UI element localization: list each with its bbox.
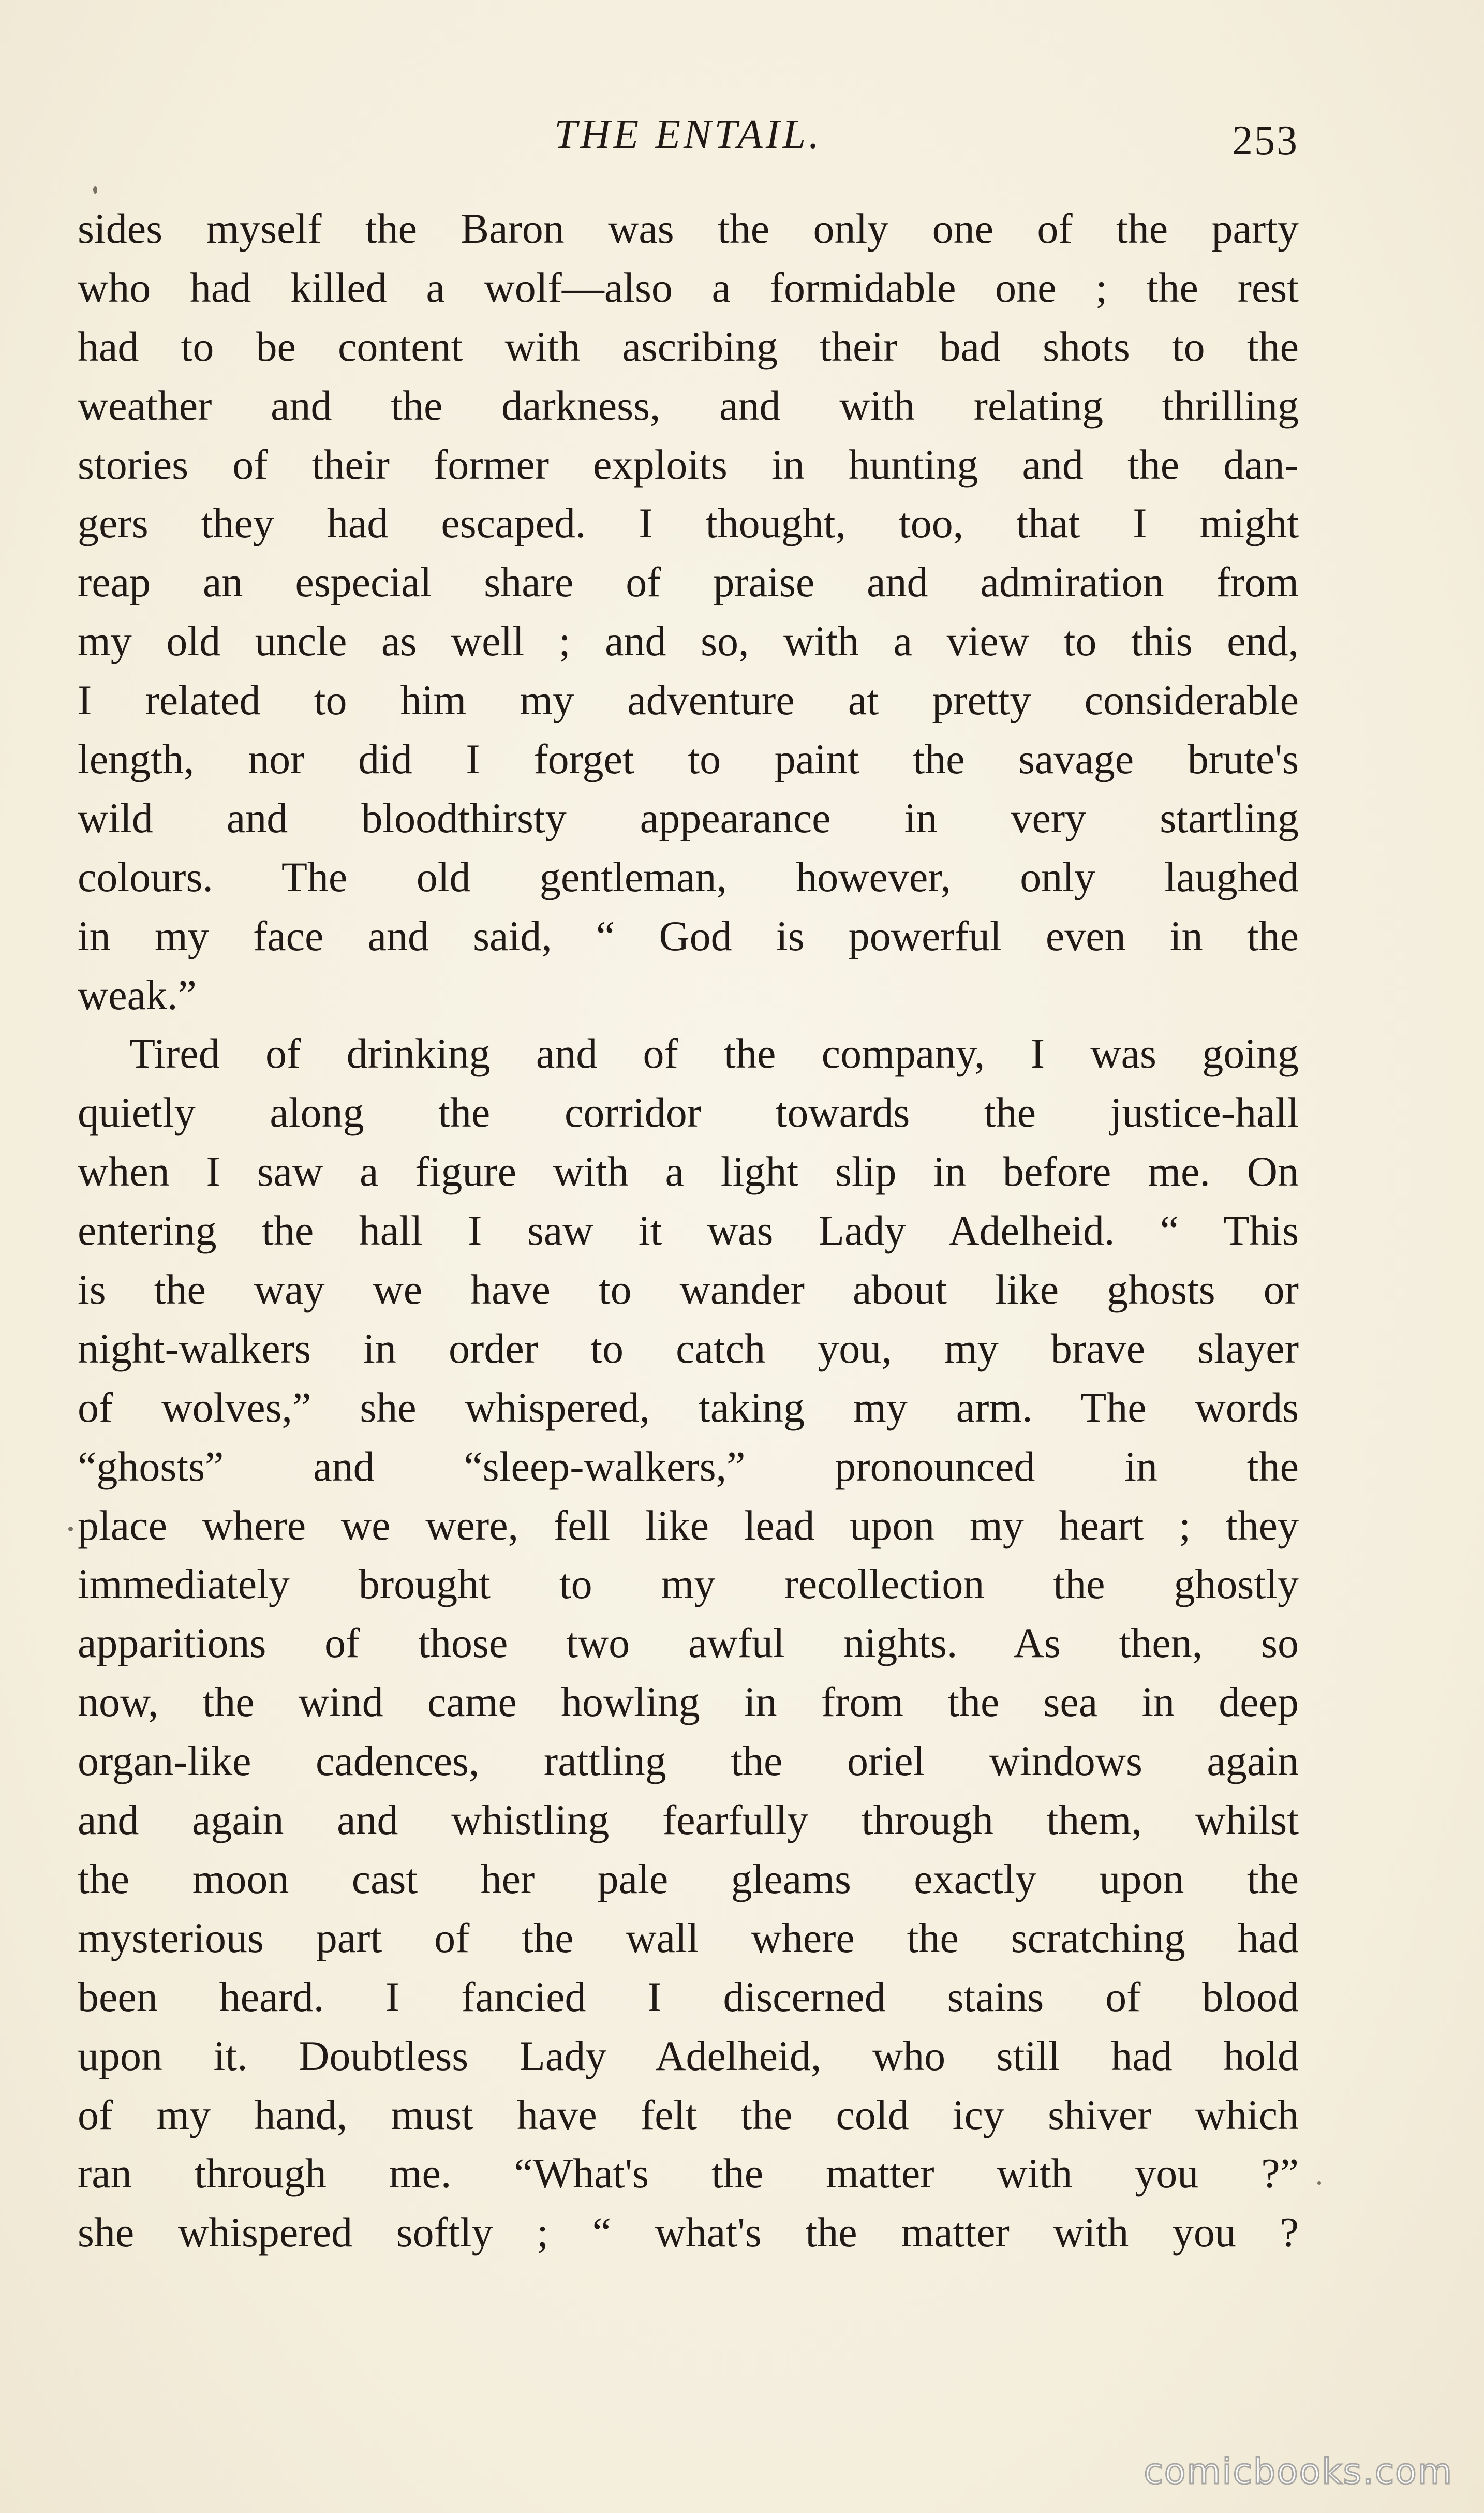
text-line: is the way we have to wander about like ghosts or xyxy=(78,1266,1299,1313)
text-line: wild and bloodthirsty appearance in very startling xyxy=(78,794,1299,841)
text-line: who had killed a wolf—also a formidable one ; the rest xyxy=(78,263,1299,311)
text-line: she whispered softly ; “ what's the matter with you ? xyxy=(78,2209,1299,2256)
text-line: quietly along the corridor towards the justice-hall xyxy=(78,1089,1299,1136)
text-line: I related to him my adventure at pretty considerable xyxy=(78,676,1299,724)
text-line: apparitions of those two awful nights. As then, so xyxy=(78,1619,1299,1667)
text-line: length, nor did I forget to paint the savage brute's xyxy=(78,735,1299,783)
ink-speck xyxy=(1317,2181,1321,2185)
text-line: the moon cast her pale gleams exactly upon the xyxy=(78,1855,1299,1902)
text-line: organ-like cadences, rattling the oriel windows again xyxy=(78,1737,1299,1785)
text-line: immediately brought to my recollection the ghostly xyxy=(78,1560,1299,1608)
text-line: sides myself the Baron was the only one of the party xyxy=(78,205,1299,252)
paragraph-end-line: weak.” xyxy=(78,971,197,1018)
text-line: upon it. Doubtless Lady Adelheid, who still had hold xyxy=(78,2032,1299,2079)
text-line: had to be content with ascribing their bad shots to the xyxy=(78,322,1299,370)
text-line: “ghosts” and “sleep-walkers,” pronounced in the xyxy=(78,1442,1299,1490)
text-line: of wolves,” she whispered, taking my arm. The words xyxy=(78,1383,1299,1431)
text-line: gers they had escaped. I thought, too, that I might xyxy=(78,499,1299,547)
text-line: place where we were, fell like lead upon my heart ; they xyxy=(78,1501,1299,1549)
running-header xyxy=(78,106,1299,163)
ink-speck xyxy=(68,1527,73,1531)
running-title: THE ENTAIL. xyxy=(554,112,822,157)
text-line: mysterious part of the wall where the scratching had xyxy=(78,1914,1299,1961)
text-line: ran through me. “What's the matter with you ?” xyxy=(78,2150,1299,2197)
text-line: been heard. I fancied I discerned stains of blood xyxy=(78,1973,1299,2020)
text-line: entering the hall I saw it was Lady Adelheid. “ This xyxy=(78,1207,1299,1254)
page-number: 253 xyxy=(1232,118,1299,164)
text-line: and again and whistling fearfully through them, whilst xyxy=(78,1796,1299,1844)
text-line: stories of their former exploits in hunting and the dan- xyxy=(78,440,1299,488)
text-line: reap an especial share of praise and admiration from xyxy=(78,558,1299,606)
body-text xyxy=(78,199,1299,2262)
ink-speck xyxy=(93,186,97,194)
text-line: night-walkers in order to catch you, my brave slayer xyxy=(78,1324,1299,1372)
paragraph-first-line: Tired of drinking and of the company, I was going xyxy=(129,1030,1299,1077)
text-line: when I saw a figure with a light slip in before me. On xyxy=(78,1148,1299,1195)
text-line: colours. The old gentleman, however, only laughed xyxy=(78,853,1299,900)
watermark-logo: comicbooks.com xyxy=(1144,2451,1453,2492)
text-line: now, the wind came howling in from the sea in deep xyxy=(78,1678,1299,1726)
text-line: of my hand, must have felt the cold icy shiver which xyxy=(78,2091,1299,2138)
text-line: my old uncle as well ; and so, with a view to this end, xyxy=(78,617,1299,665)
text-line: weather and the darkness, and with relating thrilling xyxy=(78,381,1299,429)
text-line: in my face and said, “ God is powerful even in the xyxy=(78,912,1299,959)
